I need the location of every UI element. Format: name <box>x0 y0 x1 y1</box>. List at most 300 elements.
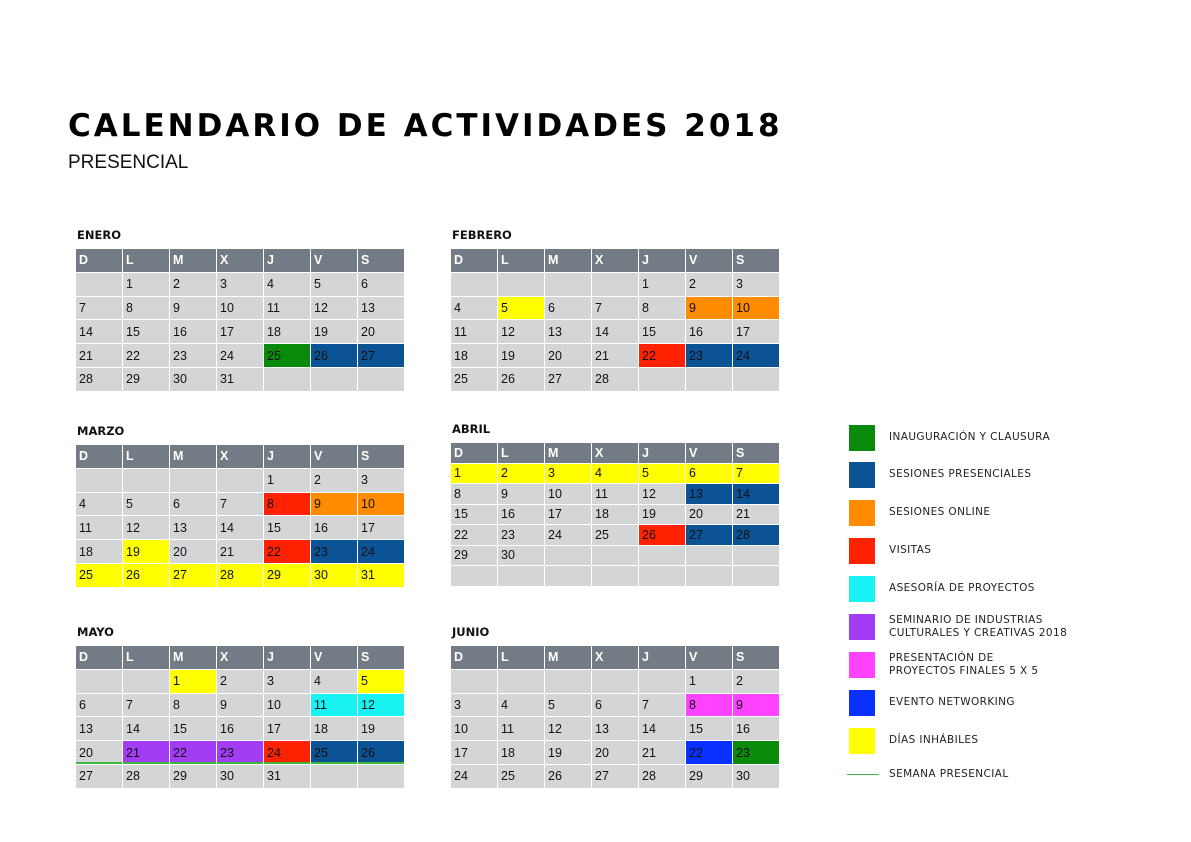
day-cell: 17 <box>733 320 780 344</box>
weekday-header: D <box>451 646 498 670</box>
empty-day-cell <box>592 566 639 587</box>
day-cell: 14 <box>592 320 639 344</box>
empty-day-cell <box>686 566 733 587</box>
day-cell: 9 <box>170 296 217 320</box>
weekday-header: S <box>358 646 405 670</box>
day-cell: 11 <box>498 717 545 741</box>
empty-day-cell <box>76 468 123 492</box>
day-cell: 5 <box>498 296 545 320</box>
day-cell: 11 <box>311 693 358 717</box>
day-cell: 18 <box>451 344 498 368</box>
legend-color-swatch <box>849 614 875 640</box>
empty-day-cell <box>498 566 545 587</box>
day-cell: 23 <box>217 741 264 765</box>
day-cell: 13 <box>358 296 405 320</box>
week-row <box>451 764 780 788</box>
day-cell: 4 <box>451 296 498 320</box>
day-cell: 8 <box>264 492 311 516</box>
month-name: FEBRERO <box>452 228 512 242</box>
day-cell: 3 <box>451 693 498 717</box>
month-mayo <box>75 625 405 789</box>
day-cell: 15 <box>451 504 498 525</box>
week-row <box>76 492 405 516</box>
empty-day-cell <box>545 272 592 296</box>
day-cell: 25 <box>592 525 639 546</box>
empty-day-cell <box>686 545 733 566</box>
day-cell: 12 <box>639 484 686 505</box>
legend-color-swatch <box>849 576 875 602</box>
day-cell: 20 <box>686 504 733 525</box>
day-cell: 25 <box>76 563 123 587</box>
weekday-header: J <box>264 249 311 273</box>
day-cell: 17 <box>217 320 264 344</box>
weekday-header: S <box>733 249 780 273</box>
weekday-header: S <box>358 249 405 273</box>
day-cell: 5 <box>311 272 358 296</box>
month-name: JUNIO <box>452 625 490 639</box>
day-cell: 20 <box>76 741 123 765</box>
weekday-header: X <box>592 443 639 464</box>
day-cell: 30 <box>217 764 264 788</box>
day-cell: 26 <box>545 764 592 788</box>
day-cell: 11 <box>76 516 123 540</box>
day-cell: 20 <box>170 540 217 564</box>
day-cell: 19 <box>311 320 358 344</box>
week-row <box>451 484 780 505</box>
empty-day-cell <box>451 669 498 693</box>
empty-day-cell <box>311 764 358 788</box>
legend-color-swatch <box>849 500 875 526</box>
day-cell: 12 <box>545 717 592 741</box>
day-cell: 29 <box>123 367 170 391</box>
day-cell: 15 <box>264 516 311 540</box>
day-cell: 6 <box>358 272 405 296</box>
empty-day-cell <box>123 669 170 693</box>
day-cell: 15 <box>170 717 217 741</box>
weekday-header-row <box>451 443 780 464</box>
day-cell: 18 <box>592 504 639 525</box>
month-name: ABRIL <box>452 422 491 436</box>
empty-day-cell <box>639 669 686 693</box>
legend-color-swatch <box>849 690 875 716</box>
legend-color-swatch <box>849 425 875 451</box>
weekday-header: J <box>264 445 311 469</box>
weekday-header: X <box>217 646 264 670</box>
day-cell: 25 <box>264 344 311 368</box>
month-table <box>450 645 780 789</box>
day-cell: 26 <box>498 367 545 391</box>
month-table <box>75 248 405 392</box>
day-cell: 27 <box>545 367 592 391</box>
weekday-header: V <box>311 445 358 469</box>
empty-day-cell <box>76 669 123 693</box>
legend-item <box>847 462 1147 492</box>
weekday-header: S <box>733 646 780 670</box>
day-cell: 7 <box>592 296 639 320</box>
day-cell: 12 <box>498 320 545 344</box>
weekday-header: V <box>686 443 733 464</box>
day-cell: 9 <box>311 492 358 516</box>
day-cell: 24 <box>217 344 264 368</box>
day-cell: 12 <box>358 693 405 717</box>
day-cell: 24 <box>733 344 780 368</box>
legend-item <box>847 576 1147 606</box>
legend-label: DÍAS INHÁBILES <box>889 734 979 746</box>
day-cell: 29 <box>170 764 217 788</box>
week-row <box>76 320 405 344</box>
day-cell: 6 <box>545 296 592 320</box>
weekday-header: L <box>498 646 545 670</box>
day-cell: 26 <box>123 563 170 587</box>
weekday-header: L <box>123 646 170 670</box>
day-cell: 1 <box>170 669 217 693</box>
legend-label: SESIONES PRESENCIALES <box>889 468 1032 480</box>
day-cell: 19 <box>358 717 405 741</box>
week-row <box>451 296 780 320</box>
day-cell: 1 <box>123 272 170 296</box>
day-cell: 25 <box>498 764 545 788</box>
day-cell: 23 <box>733 741 780 765</box>
week-row <box>76 563 405 587</box>
day-cell: 8 <box>686 693 733 717</box>
day-cell: 31 <box>358 563 405 587</box>
day-cell: 17 <box>545 504 592 525</box>
week-row <box>76 764 405 788</box>
day-cell: 24 <box>264 741 311 765</box>
week-row <box>451 717 780 741</box>
day-cell: 9 <box>217 693 264 717</box>
week-row <box>451 545 780 566</box>
legend-label: SEMANA PRESENCIAL <box>889 768 1009 780</box>
weekday-header: M <box>170 646 217 670</box>
legend-color-swatch <box>849 462 875 488</box>
week-row <box>451 344 780 368</box>
month-table <box>75 645 405 789</box>
day-cell: 23 <box>311 540 358 564</box>
day-cell: 6 <box>170 492 217 516</box>
day-cell: 21 <box>217 540 264 564</box>
legend-label: VISITAS <box>889 544 932 556</box>
day-cell: 27 <box>358 344 405 368</box>
day-cell: 10 <box>217 296 264 320</box>
day-cell: 12 <box>311 296 358 320</box>
weekday-header: J <box>639 443 686 464</box>
day-cell: 3 <box>358 468 405 492</box>
week-row <box>76 669 405 693</box>
empty-day-cell <box>592 669 639 693</box>
day-cell: 26 <box>639 525 686 546</box>
day-cell: 1 <box>639 272 686 296</box>
month-table <box>75 444 405 588</box>
empty-day-cell <box>545 545 592 566</box>
week-row <box>76 516 405 540</box>
month-abril <box>450 422 780 587</box>
day-cell: 18 <box>498 741 545 765</box>
day-cell: 25 <box>451 367 498 391</box>
legend-item <box>847 500 1147 530</box>
empty-day-cell <box>311 367 358 391</box>
weekday-header-row <box>76 249 405 273</box>
day-cell: 13 <box>76 717 123 741</box>
weekday-header: D <box>451 249 498 273</box>
empty-day-cell <box>545 566 592 587</box>
weekday-header: M <box>545 646 592 670</box>
day-cell: 2 <box>217 669 264 693</box>
weekday-header: M <box>170 249 217 273</box>
day-cell: 10 <box>545 484 592 505</box>
day-cell: 21 <box>639 741 686 765</box>
week-row <box>451 741 780 765</box>
weekday-header-row <box>451 646 780 670</box>
day-cell: 10 <box>451 717 498 741</box>
day-cell: 6 <box>76 693 123 717</box>
day-cell: 23 <box>170 344 217 368</box>
empty-day-cell <box>592 545 639 566</box>
day-cell: 16 <box>217 717 264 741</box>
day-cell: 21 <box>592 344 639 368</box>
day-cell: 9 <box>686 296 733 320</box>
weekday-header: J <box>264 646 311 670</box>
day-cell: 24 <box>451 764 498 788</box>
weekday-header: D <box>451 443 498 464</box>
day-cell: 7 <box>123 693 170 717</box>
weekday-header: M <box>545 443 592 464</box>
day-cell: 21 <box>733 504 780 525</box>
day-cell: 27 <box>76 764 123 788</box>
empty-day-cell <box>451 272 498 296</box>
month-table <box>450 442 780 587</box>
day-cell: 20 <box>592 741 639 765</box>
day-cell: 18 <box>264 320 311 344</box>
legend-label: SESIONES ONLINE <box>889 506 991 518</box>
day-cell: 10 <box>733 296 780 320</box>
day-cell: 31 <box>217 367 264 391</box>
day-cell: 30 <box>733 764 780 788</box>
month-name: ENERO <box>77 228 121 242</box>
day-cell: 13 <box>686 484 733 505</box>
day-cell: 13 <box>545 320 592 344</box>
day-cell: 16 <box>733 717 780 741</box>
week-row <box>76 717 405 741</box>
week-row <box>451 525 780 546</box>
day-cell: 25 <box>311 741 358 765</box>
day-cell: 30 <box>170 367 217 391</box>
day-cell: 3 <box>733 272 780 296</box>
week-row <box>76 540 405 564</box>
week-row <box>451 669 780 693</box>
week-row <box>451 566 780 587</box>
week-row <box>451 693 780 717</box>
weekday-header: D <box>76 646 123 670</box>
month-junio <box>450 625 780 789</box>
day-cell: 28 <box>217 563 264 587</box>
day-cell: 1 <box>264 468 311 492</box>
day-cell: 22 <box>451 525 498 546</box>
day-cell: 16 <box>498 504 545 525</box>
day-cell: 28 <box>733 525 780 546</box>
day-cell: 8 <box>170 693 217 717</box>
empty-day-cell <box>733 367 780 391</box>
legend-label: EVENTO NETWORKING <box>889 696 1015 708</box>
week-row <box>451 320 780 344</box>
day-cell: 28 <box>592 367 639 391</box>
empty-day-cell <box>733 545 780 566</box>
day-cell: 18 <box>311 717 358 741</box>
weekday-header: V <box>311 249 358 273</box>
day-cell: 3 <box>217 272 264 296</box>
legend-label: PRESENTACIÓN DE PROYECTOS FINALES 5 X 5 <box>889 652 1039 677</box>
legend-item <box>847 728 1147 758</box>
week-row <box>451 272 780 296</box>
day-cell: 21 <box>123 741 170 765</box>
legend-color-swatch <box>849 538 875 564</box>
day-cell: 13 <box>592 717 639 741</box>
weekday-header: X <box>592 249 639 273</box>
month-name: MAYO <box>77 625 114 639</box>
weekday-header-row <box>451 249 780 273</box>
empty-day-cell <box>639 545 686 566</box>
day-cell: 26 <box>311 344 358 368</box>
weekday-header: M <box>545 249 592 273</box>
week-row <box>76 296 405 320</box>
empty-day-cell <box>358 367 405 391</box>
day-cell: 19 <box>498 344 545 368</box>
week-row <box>451 463 780 484</box>
day-cell: 9 <box>498 484 545 505</box>
week-row <box>76 344 405 368</box>
day-cell: 16 <box>311 516 358 540</box>
weekday-header-row <box>76 445 405 469</box>
day-cell: 6 <box>592 693 639 717</box>
day-cell: 19 <box>639 504 686 525</box>
day-cell: 22 <box>123 344 170 368</box>
day-cell: 28 <box>639 764 686 788</box>
day-cell: 7 <box>639 693 686 717</box>
day-cell: 4 <box>76 492 123 516</box>
day-cell: 22 <box>170 741 217 765</box>
legend-item <box>847 538 1147 568</box>
empty-day-cell <box>498 272 545 296</box>
day-cell: 28 <box>76 367 123 391</box>
weekday-header: X <box>592 646 639 670</box>
legend-label: ASESORÍA DE PROYECTOS <box>889 582 1035 594</box>
empty-day-cell <box>358 764 405 788</box>
month-table <box>450 248 780 392</box>
week-row <box>76 741 405 765</box>
empty-day-cell <box>123 468 170 492</box>
legend-item <box>847 652 1147 682</box>
day-cell: 16 <box>686 320 733 344</box>
day-cell: 8 <box>123 296 170 320</box>
day-cell: 19 <box>123 540 170 564</box>
day-cell: 5 <box>545 693 592 717</box>
day-cell: 4 <box>264 272 311 296</box>
month-enero <box>75 228 405 392</box>
month-marzo <box>75 424 405 588</box>
day-cell: 5 <box>358 669 405 693</box>
weekday-header: L <box>498 249 545 273</box>
weekday-header: V <box>686 249 733 273</box>
week-row <box>76 367 405 391</box>
day-cell: 28 <box>123 764 170 788</box>
day-cell: 7 <box>733 463 780 484</box>
month-febrero <box>450 228 780 392</box>
weekday-header: X <box>217 249 264 273</box>
day-cell: 4 <box>498 693 545 717</box>
day-cell: 2 <box>170 272 217 296</box>
day-cell: 29 <box>451 545 498 566</box>
day-cell: 9 <box>733 693 780 717</box>
day-cell: 12 <box>123 516 170 540</box>
day-cell: 7 <box>217 492 264 516</box>
day-cell: 8 <box>639 296 686 320</box>
week-row <box>76 693 405 717</box>
day-cell: 29 <box>686 764 733 788</box>
day-cell: 21 <box>76 344 123 368</box>
day-cell: 23 <box>686 344 733 368</box>
legend-line-swatch <box>847 774 879 775</box>
day-cell: 4 <box>592 463 639 484</box>
day-cell: 20 <box>358 320 405 344</box>
empty-day-cell <box>686 367 733 391</box>
day-cell: 5 <box>123 492 170 516</box>
day-cell: 30 <box>311 563 358 587</box>
day-cell: 13 <box>170 516 217 540</box>
day-cell: 15 <box>686 717 733 741</box>
weekday-header: S <box>733 443 780 464</box>
calendar-title: CALENDARIO DE ACTIVIDADES 2018 <box>68 108 783 144</box>
day-cell: 1 <box>686 669 733 693</box>
day-cell: 17 <box>358 516 405 540</box>
day-cell: 16 <box>170 320 217 344</box>
day-cell: 6 <box>686 463 733 484</box>
day-cell: 4 <box>311 669 358 693</box>
weekday-header-row <box>76 646 405 670</box>
day-cell: 7 <box>76 296 123 320</box>
empty-day-cell <box>498 669 545 693</box>
weekday-header: D <box>76 249 123 273</box>
legend-color-swatch <box>849 652 875 678</box>
day-cell: 27 <box>592 764 639 788</box>
week-row <box>76 272 405 296</box>
day-cell: 1 <box>451 463 498 484</box>
day-cell: 31 <box>264 764 311 788</box>
day-cell: 19 <box>545 741 592 765</box>
day-cell: 14 <box>639 717 686 741</box>
empty-day-cell <box>733 566 780 587</box>
empty-day-cell <box>217 468 264 492</box>
legend-item <box>847 690 1147 720</box>
day-cell: 3 <box>264 669 311 693</box>
day-cell: 22 <box>686 741 733 765</box>
day-cell: 29 <box>264 563 311 587</box>
day-cell: 5 <box>639 463 686 484</box>
weekday-header: M <box>170 445 217 469</box>
day-cell: 10 <box>264 693 311 717</box>
day-cell: 2 <box>498 463 545 484</box>
day-cell: 11 <box>451 320 498 344</box>
calendar-subtitle: PRESENCIAL <box>68 152 189 173</box>
day-cell: 30 <box>498 545 545 566</box>
month-name: MARZO <box>77 424 125 438</box>
legend-color-swatch <box>849 728 875 754</box>
day-cell: 26 <box>358 741 405 765</box>
weekday-header: D <box>76 445 123 469</box>
empty-day-cell <box>264 367 311 391</box>
weekday-header: L <box>123 445 170 469</box>
empty-day-cell <box>639 367 686 391</box>
day-cell: 17 <box>264 717 311 741</box>
